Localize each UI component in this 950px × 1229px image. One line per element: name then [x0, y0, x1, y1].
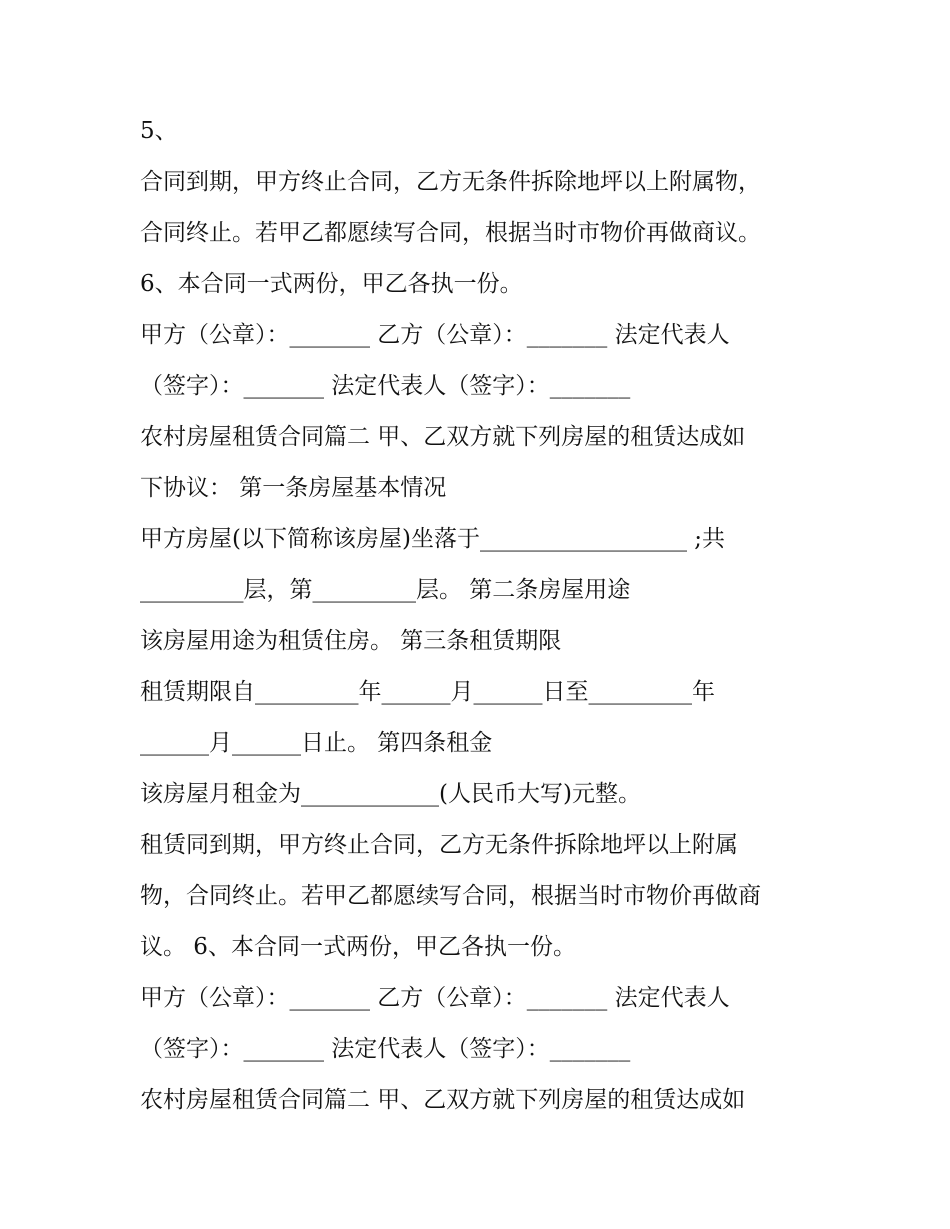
text-line: ______月______日止。 第四条租金 [140, 730, 493, 756]
text-line: 该房屋用途为租赁住房。 第三条租赁期限 [140, 628, 562, 654]
text-line: 租赁同到期，甲方终止合同，乙方无条件拆除地坪以上附属 [140, 832, 738, 858]
text-line: 甲方房屋(以下简称该房屋)坐落于__________________ ;共 [140, 526, 726, 552]
text-line: 农村房屋租赁合同篇二 甲、乙双方就下列房屋的租赁达成如 [140, 424, 746, 450]
text-line: 农村房屋租赁合同篇二 甲、乙双方就下列房屋的租赁达成如 [140, 1087, 746, 1113]
text-line: 甲方（公章）：_______ 乙方（公章）：_______ 法定代表人 [140, 322, 730, 348]
text-line: 下协议： 第一条房屋基本情况 [140, 475, 447, 501]
text-line: 甲方（公章）：_______ 乙方（公章）：_______ 法定代表人 [140, 985, 730, 1011]
document-body [140, 106, 820, 1126]
text-line: _________层，第_________层。 第二条房屋用途 [140, 577, 631, 603]
text-line: 6、本合同一式两份，甲乙各执一份。 [140, 271, 523, 297]
text-line: 5、 [140, 118, 178, 144]
text-line: 合同到期，甲方终止合同，乙方无条件拆除地坪以上附属物， [140, 169, 761, 195]
text-line: 议。 6、本合同一式两份，甲乙各执一份。 [140, 934, 576, 960]
text-line: 租赁期限自_________年______月______日至_________年 [140, 679, 715, 705]
text-line: 物，合同终止。若甲乙都愿续写合同，根据当时市物价再做商 [140, 883, 761, 909]
text-line: 合同终止。若甲乙都愿续写合同，根据当时市物价再做商议。 [140, 220, 761, 246]
text-line: （签字）：_______ 法定代表人（签字）：_______ [140, 373, 631, 399]
text-line: （签字）：_______ 法定代表人（签字）：_______ [140, 1036, 631, 1062]
text-line: 该房屋月租金为____________(人民币大写)元整。 [140, 781, 641, 807]
